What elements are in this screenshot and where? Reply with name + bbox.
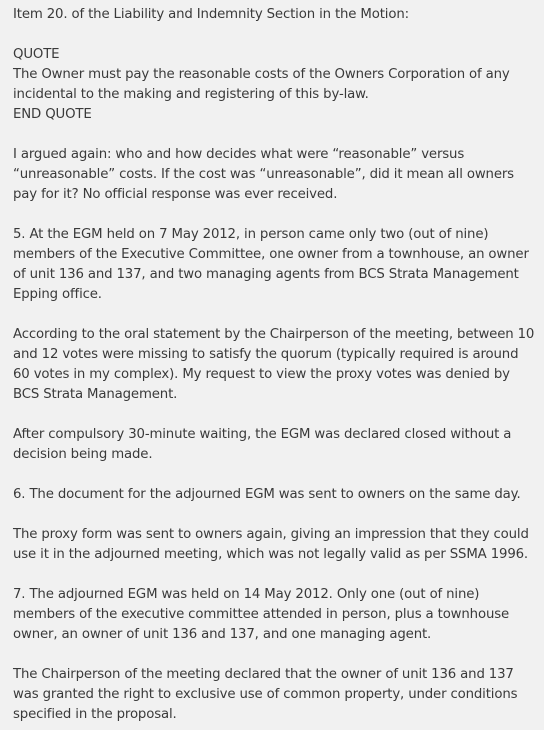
text-line: Item 20. of the Liability and Indemnity Section in the Motion:	[13, 7, 409, 22]
paragraph-chairperson-declaration	[13, 665, 538, 725]
paragraph-item-20-intro	[13, 5, 538, 25]
text-line: After compulsory 30-minute waiting, the EGM was declared closed without a decision being made.	[13, 427, 512, 462]
text-line: The Chairperson of the meeting declared that the owner of unit 136 and 137 was granted the right to exclusive use of common property, under conditions specified in the proposal.	[13, 667, 518, 722]
text-line: 6. The document for the adjourned EGM was sent to owners on the same day.	[13, 487, 521, 502]
text-line: According to the oral statement by the Chairperson of the meeting, between 10 and 12 votes were missing to satisfy the quorum (typically required is around 60 votes in my complex). My request to view the proxy votes was denied by BCS Strata Management.	[13, 327, 535, 402]
paragraph-quote-block	[13, 45, 538, 125]
paragraph-egm-7-may	[13, 225, 538, 305]
paragraph-egm-closed	[13, 425, 538, 465]
paragraph-quorum	[13, 325, 538, 405]
paragraph-reasonable-costs	[13, 145, 538, 205]
paragraph-adjourned-egm-14-may	[13, 585, 538, 645]
text-line: 7. The adjourned EGM was held on 14 May 2012. Only one (out of nine) members of the executive committee attended in person, plus a townhouse owner, an owner of unit 136 and 137, and one managing agent.	[13, 587, 510, 642]
text-line: I argued again: who and how decides what were “reasonable” versus “unreasonable” costs. If the cost was “unreasonable”, did it mean all owners pay for it? No official response was ever received.	[13, 147, 514, 202]
quoted-text: The Owner must pay the reasonable costs of the Owners Corporation of any incidental to the making and registering of this by-law.	[13, 67, 510, 102]
text-line: 5. At the EGM held on 7 May 2012, in person came only two (out of nine) members of the Executive Committee, one owner from a townhouse, an owner of unit 136 and 137, and two managing agents from BCS Strata Management Epping office.	[13, 227, 529, 302]
paragraph-proxy-form	[13, 525, 538, 565]
quote-end-label: END QUOTE	[13, 107, 92, 122]
paragraph-adjourned-document	[13, 485, 538, 505]
quote-start-label: QUOTE	[13, 47, 60, 62]
text-line: The proxy form was sent to owners again, giving an impression that they could use it in the adjourned meeting, which was not legally valid as per SSMA 1996.	[13, 527, 529, 562]
